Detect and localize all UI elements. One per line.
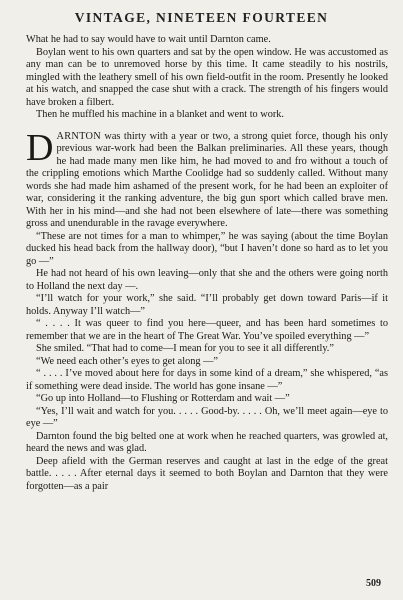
paragraph: She smiled. “That had to come—I mean for you to see it all differently.” — [36, 343, 334, 354]
page-number: 509 — [366, 578, 381, 589]
paragraph: “I’ll watch for your work,” she said. “I’ll probably get down toward Paris—if it holds. Anyway I’ll watch—” — [26, 293, 388, 317]
paragraph: He had not heard of his own leaving—only that she and the others were going north to Holland the next day —. — [26, 268, 388, 292]
paragraph: Deep afield with the German reserves and caught at last in the edge of the great battle. . . . . After eternal days it seemed to both Boylan and Darnton that they were forgotten—as a pair — [26, 455, 388, 492]
paragraph: Then he muffled his machine in a blanket and went to work. — [36, 109, 285, 120]
section-break — [26, 122, 388, 131]
body-text — [26, 34, 388, 493]
paragraph: “ . . . . I’ve moved about here for days in some kind of a dream,” she whispered, “as if something were dead inside. The world has gone insane —” — [26, 368, 388, 392]
opening-text: was thirty with a year or two, a strong quiet force, though his only previous war-work had been the Balkan preliminaries. All these years, though he had made many men like him, he had moved to and fro without a touch of the crippling emotions which Marthe Coolidge had so suddenly called. Without many words she had made him ashamed of the present work, for he had been an exploiter of war, considering it the ranking adventure, the big gun sport which called brave men. With her in his mind—and she had not been elsewhere of late—there was something gross and unendurable in the ravage everywhere. — [26, 130, 388, 229]
paragraph: “Yes, I’ll wait and watch for you. . . . . Good-by. . . . . Oh, we’ll meet again—eye to eye —” — [26, 405, 388, 429]
paragraph: Darnton found the big belted one at work when he reached quarters, was growled at, heard the news and was glad. — [26, 430, 388, 454]
paragraph: “These are not times for a man to whimper,” he was saying (about the time Boylan ducked his head back from the hallway door), “but I haven’t done so hard as to let you go —” — [26, 230, 388, 267]
paragraph: “We need each other’s eyes to get along —” — [36, 355, 218, 367]
opening-paragraph — [26, 126, 388, 231]
opening-smallcaps: ARNTON — [56, 130, 101, 142]
drop-cap: D — [26, 126, 54, 169]
paragraph: “ . . . . It was queer to find you here—queer, and has been hard sometimes to remember that we are in the heart of The Great War. You’ve spoiled everything —” — [26, 318, 388, 342]
paragraph: What he had to say would have to wait until Darnton came. — [26, 34, 271, 45]
paragraph: Boylan went to his own quarters and sat by the open window. He was accustomed as any man can be to unremoved horse by this time. It came steadily to his nostrils, mingled with the leathery smell of his own field-outfit in the room. Presently he looked at his watch, and snapped the case shut with a crack. The strength of his fingers would have broken a filbert. — [26, 46, 388, 108]
running-head: VINTAGE, NINETEEN FOURTEEN — [74, 10, 329, 25]
paragraph: “Go up into Holland—to Flushing or Rotterdam and wait —” — [36, 393, 290, 404]
